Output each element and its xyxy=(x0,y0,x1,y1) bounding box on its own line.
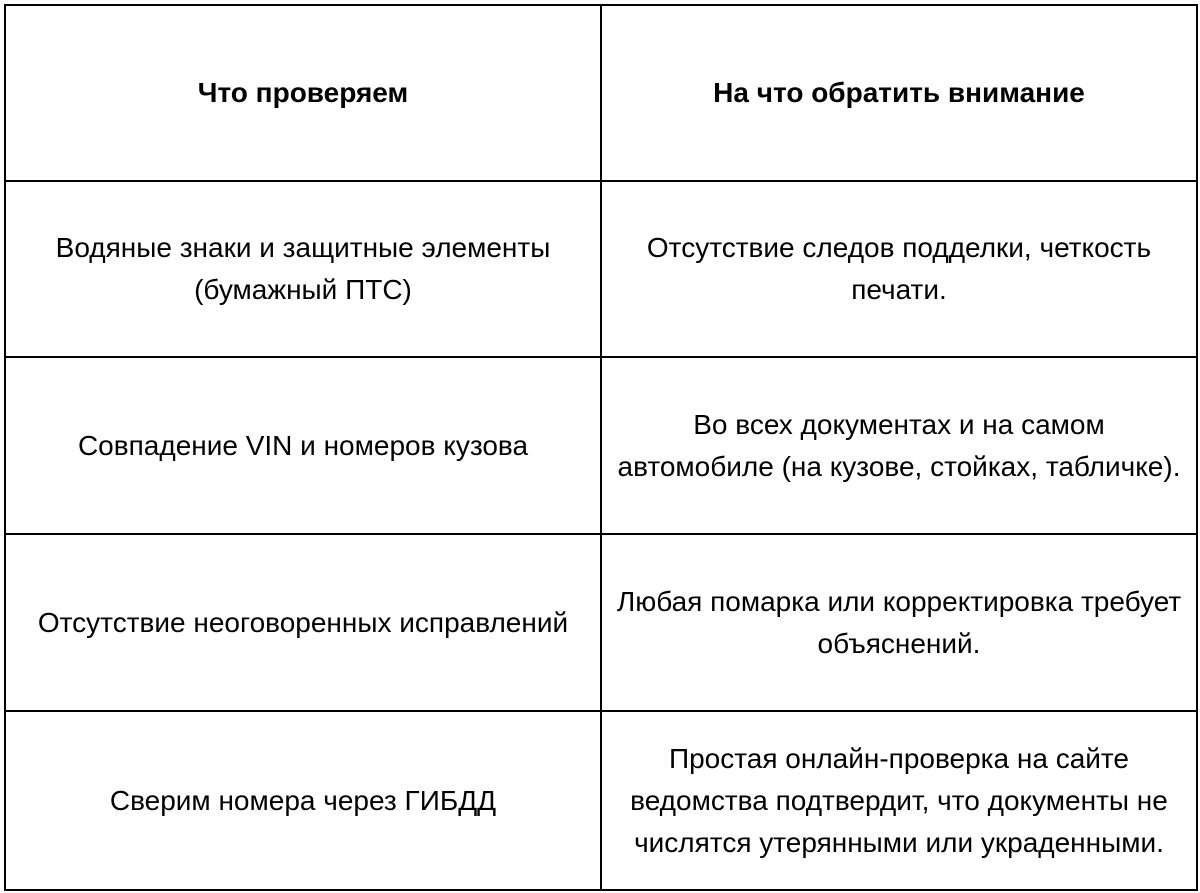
table-row xyxy=(5,181,1197,357)
document-check-table xyxy=(4,4,1198,891)
check-note: Во всех документах и на самом автомобиле (на кузове, стойках, табличке). xyxy=(601,357,1197,534)
check-item: Сверим номера через ГИБДД xyxy=(5,711,601,890)
document-check-table-wrapper xyxy=(4,4,1196,889)
check-note: Отсутствие следов подделки, четкость печати. xyxy=(601,181,1197,357)
check-item: Водяные знаки и защитные элементы (бумажный ПТС) xyxy=(5,181,601,357)
table-row xyxy=(5,534,1197,711)
check-item: Отсутствие неоговоренных исправлений xyxy=(5,534,601,711)
check-note: Простая онлайн-проверка на сайте ведомства подтвердит, что документы не числятся утерянными или украденными. xyxy=(601,711,1197,890)
table-row xyxy=(5,711,1197,890)
header-what-we-check: Что проверяем xyxy=(5,5,601,181)
check-note: Любая помарка или корректировка требует объяснений. xyxy=(601,534,1197,711)
table-header-row xyxy=(5,5,1197,181)
header-what-to-watch: На что обратить внимание xyxy=(601,5,1197,181)
table-row xyxy=(5,357,1197,534)
check-item: Совпадение VIN и номеров кузова xyxy=(5,357,601,534)
